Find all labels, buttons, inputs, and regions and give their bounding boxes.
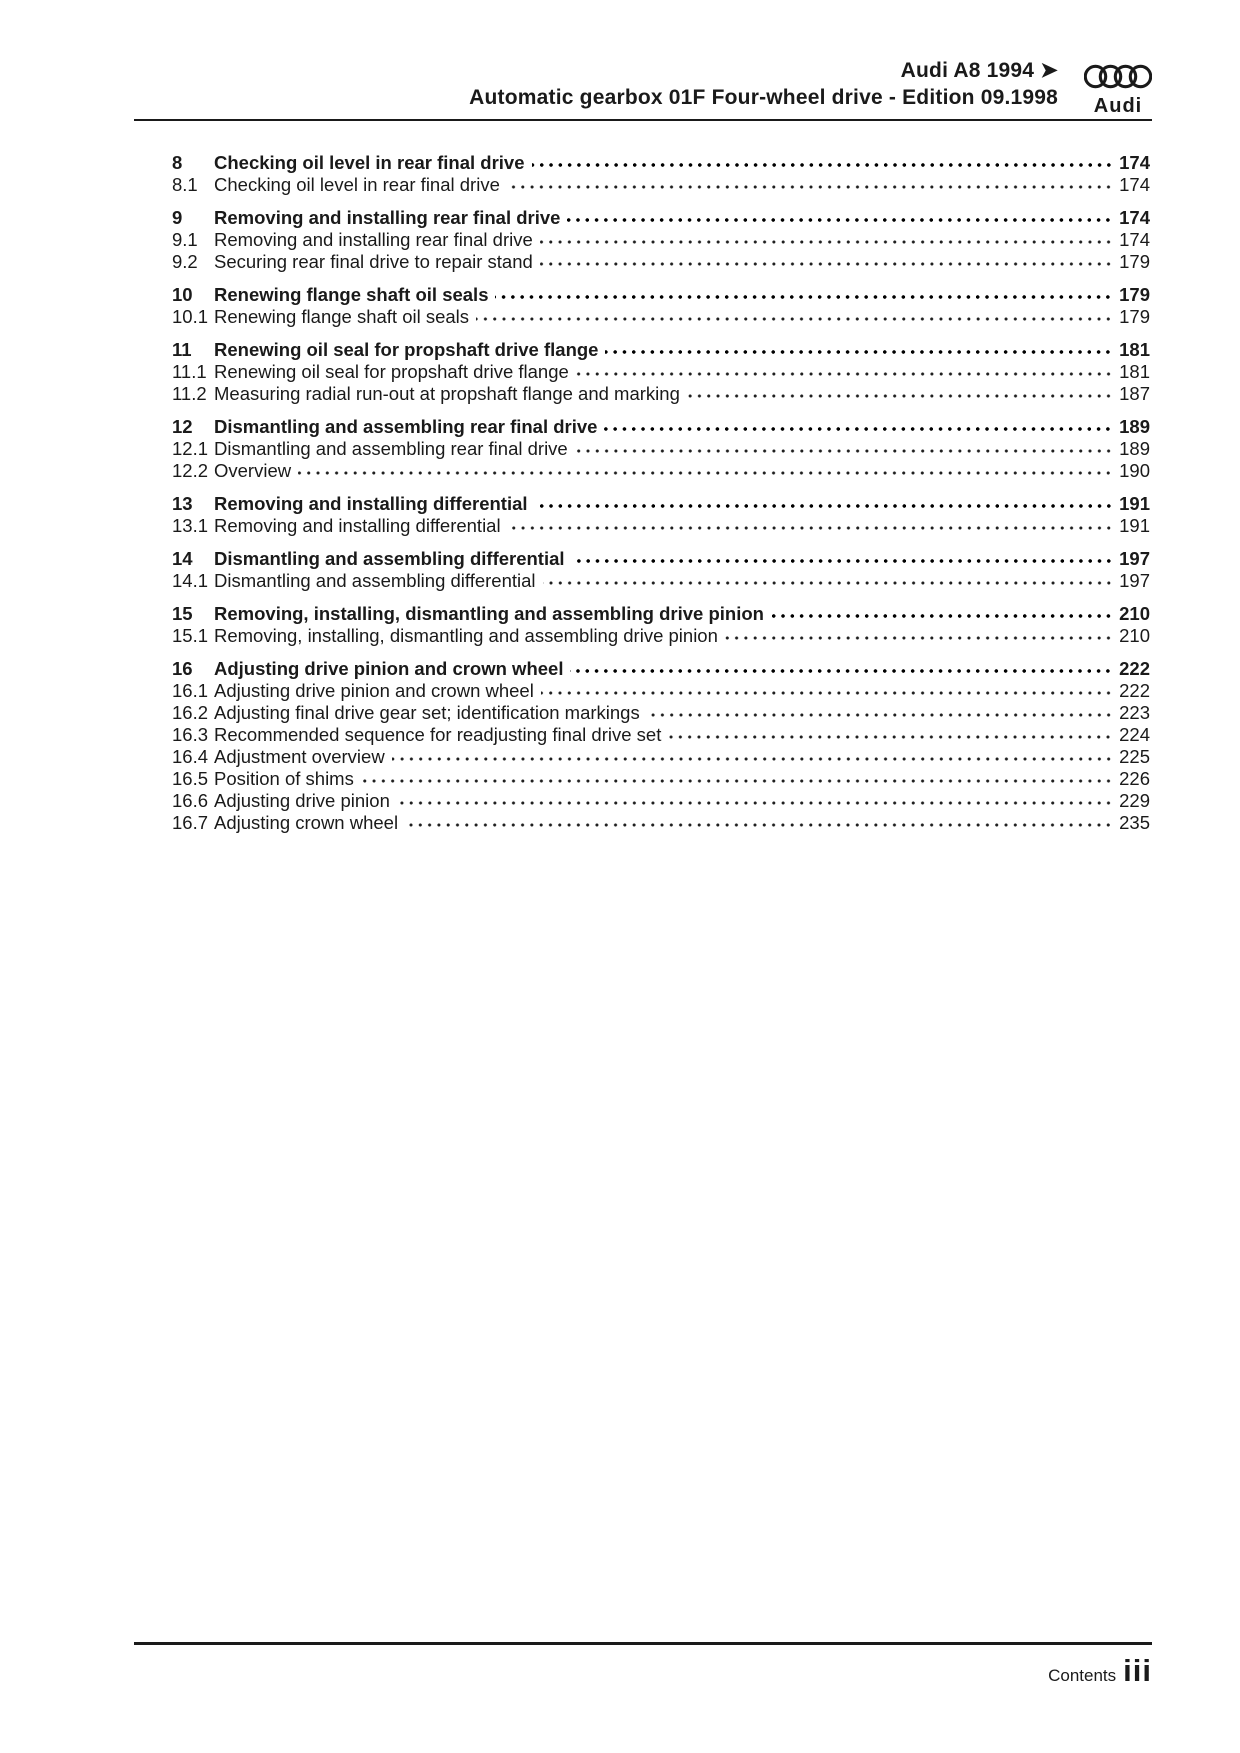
toc-entry-number: 16.3	[172, 724, 209, 745]
toc-entry-title: Renewing flange shaft oil seals	[214, 306, 470, 327]
audi-logo	[1084, 59, 1152, 117]
toc-entry	[172, 174, 1150, 196]
footer-page-number: iii	[1123, 1653, 1152, 1688]
toc-entry	[172, 383, 1150, 405]
toc-entry-title: Securing rear final drive to repair stand	[214, 251, 533, 272]
toc-entry-number: 8.1	[172, 174, 198, 195]
dot-leader	[771, 606, 1113, 620]
toc-entry-number: 16.2	[172, 702, 209, 723]
toc-entry-title: Adjusting crown wheel	[214, 812, 399, 833]
toc-entry-page: 189	[1119, 416, 1150, 437]
dot-leader	[567, 210, 1113, 224]
dot-leader	[576, 364, 1113, 378]
header-line-edition: Automatic gearbox 01F Four-wheel drive - Edition 09.1998	[469, 86, 1058, 109]
toc-entry	[172, 207, 1150, 229]
audi-wordmark: Audi	[1093, 95, 1143, 117]
toc-entry-number: 11.1	[172, 361, 207, 382]
toc-entry-page: 181	[1119, 339, 1150, 360]
toc-entry-number: 8	[172, 152, 183, 173]
dot-leader	[361, 771, 1113, 785]
toc-entry	[172, 438, 1150, 460]
toc-entry-number: 14	[172, 548, 193, 569]
toc-entry	[172, 702, 1150, 724]
toc-entry-number: 16.6	[172, 790, 209, 811]
toc-entry-title: Checking oil level in rear final drive	[214, 174, 500, 195]
toc-entry-number: 9.1	[172, 229, 198, 250]
dot-leader	[572, 551, 1113, 565]
toc-entry-title: Dismantling and assembling differential	[214, 548, 565, 569]
toc-entry-title: Recommended sequence for readjusting final drive set	[214, 724, 662, 745]
toc-entry-number: 12	[172, 416, 193, 437]
toc-entry-number: 11.2	[172, 383, 207, 404]
toc-entry-title: Renewing oil seal for propshaft drive flange	[214, 361, 569, 382]
toc-entry-number: 10.1	[172, 306, 209, 327]
toc-entry-title: Removing, installing, dismantling and assembling drive pinion	[214, 625, 718, 646]
toc-entry-page: 179	[1119, 251, 1150, 272]
toc-entry	[172, 416, 1150, 438]
toc-entry-page: 225	[1119, 746, 1150, 767]
toc-entry-number: 13.1	[172, 515, 209, 536]
dot-leader	[575, 441, 1113, 455]
header-title	[469, 57, 1058, 111]
toc-entry-page: 222	[1119, 680, 1150, 701]
toc-entry-page: 174	[1119, 207, 1150, 228]
dot-leader	[687, 386, 1113, 400]
toc-entry-title: Adjusting drive pinion and crown wheel	[214, 658, 564, 679]
toc-entry-number: 11	[172, 339, 192, 360]
toc-entry-page: 179	[1119, 306, 1150, 327]
toc-entry	[172, 548, 1150, 570]
toc-entry	[172, 812, 1150, 834]
toc-entry-title: Removing and installing differential	[214, 515, 501, 536]
toc-entry	[172, 284, 1150, 306]
toc-entry	[172, 570, 1150, 592]
toc-entry-page: 223	[1119, 702, 1150, 723]
dot-leader	[298, 463, 1113, 477]
dot-leader	[508, 518, 1113, 532]
toc-entry	[172, 229, 1150, 251]
toc	[172, 152, 1150, 834]
toc-entry	[172, 339, 1150, 361]
toc-entry-page: 197	[1119, 548, 1150, 569]
toc-entry-title: Adjusting final drive gear set; identification markings	[214, 702, 640, 723]
toc-entry-number: 14.1	[172, 570, 209, 591]
toc-entry	[172, 493, 1150, 515]
dot-leader	[668, 727, 1113, 741]
toc-entry-title: Dismantling and assembling rear final drive	[214, 416, 598, 437]
toc-entry-title: Overview	[214, 460, 292, 481]
toc-entry-number: 15.1	[172, 625, 209, 646]
toc-entry-title: Measuring radial run-out at propshaft flange and marking	[214, 383, 680, 404]
toc-entry-page: 210	[1119, 625, 1150, 646]
footer-divider	[134, 1642, 1152, 1645]
toc-entry	[172, 768, 1150, 790]
toc-entry-number: 13	[172, 493, 193, 514]
dot-leader	[397, 793, 1113, 807]
toc-entry-page: 174	[1119, 229, 1150, 250]
toc-entry	[172, 251, 1150, 273]
toc-entry-page: 224	[1119, 724, 1150, 745]
toc-entry-number: 16.5	[172, 768, 209, 789]
toc-entry-page: 222	[1119, 658, 1150, 679]
toc-entry-title: Renewing flange shaft oil seals	[214, 284, 489, 305]
toc-entry	[172, 603, 1150, 625]
toc-entry	[172, 515, 1150, 537]
dot-leader	[570, 661, 1113, 675]
toc-entry-page: 226	[1119, 768, 1150, 789]
toc-entry-page: 181	[1119, 361, 1150, 382]
toc-entry-number: 10	[172, 284, 193, 305]
toc-entry-page: 174	[1119, 174, 1150, 195]
toc-entry	[172, 680, 1150, 702]
dot-leader	[405, 815, 1113, 829]
audi-rings-icon	[1084, 59, 1152, 94]
header-divider	[134, 119, 1152, 121]
toc-entry	[172, 361, 1150, 383]
dot-leader	[604, 419, 1113, 433]
toc-entry-title: Renewing oil seal for propshaft drive flange	[214, 339, 599, 360]
toc-entry	[172, 152, 1150, 174]
toc-entry-title: Adjusting drive pinion and crown wheel	[214, 680, 534, 701]
toc-entry	[172, 460, 1150, 482]
toc-entry-number: 9.2	[172, 251, 198, 272]
toc-entry	[172, 658, 1150, 680]
toc-entry-page: 174	[1119, 152, 1150, 173]
toc-entry-number: 9	[172, 207, 183, 228]
dot-leader	[392, 749, 1113, 763]
toc-entry-page: 197	[1119, 570, 1150, 591]
toc-entry-number: 15	[172, 603, 193, 624]
toc-entry-page: 187	[1119, 383, 1150, 404]
toc-entry-title: Removing and installing rear final drive	[214, 207, 561, 228]
dot-leader	[476, 309, 1113, 323]
toc-entry	[172, 790, 1150, 812]
dot-leader	[540, 254, 1113, 268]
toc-entry-title: Dismantling and assembling rear final drive	[214, 438, 568, 459]
page-footer	[1048, 1653, 1152, 1688]
toc-entry-number: 12.2	[172, 460, 209, 481]
toc-entry-title: Adjustment overview	[214, 746, 385, 767]
toc-entry	[172, 724, 1150, 746]
toc-entry	[172, 746, 1150, 768]
dot-leader	[495, 287, 1113, 301]
toc-entry-page: 235	[1119, 812, 1150, 833]
toc-entry-page: 191	[1119, 515, 1150, 536]
toc-entry-title: Position of shims	[214, 768, 354, 789]
toc-entry-page: 210	[1119, 603, 1150, 624]
toc-entry-number: 16.4	[172, 746, 209, 767]
footer-section-label: Contents	[1048, 1666, 1117, 1685]
toc-entry-number: 16	[172, 658, 193, 679]
toc-entry-page: 190	[1119, 460, 1150, 481]
dot-leader	[543, 573, 1113, 587]
dot-leader	[540, 232, 1113, 246]
dot-leader	[647, 705, 1113, 719]
toc-entry-title: Dismantling and assembling differential	[214, 570, 536, 591]
toc-entry-title: Removing and installing differential	[214, 493, 528, 514]
dot-leader	[507, 177, 1113, 191]
toc-entry-title: Checking oil level in rear final drive	[214, 152, 525, 173]
toc-entry	[172, 306, 1150, 328]
toc-entry-number: 16.7	[172, 812, 209, 833]
dot-leader	[725, 628, 1113, 642]
toc-entry-number: 12.1	[172, 438, 209, 459]
dot-leader	[541, 683, 1113, 697]
toc-entry-number: 16.1	[172, 680, 209, 701]
toc-entry-page: 191	[1119, 493, 1150, 514]
header-line-model: Audi A8 1994 ➤	[900, 59, 1058, 82]
toc-entry-page: 189	[1119, 438, 1150, 459]
toc-entry-page: 179	[1119, 284, 1150, 305]
dot-leader	[605, 342, 1113, 356]
toc-entry-title: Adjusting drive pinion	[214, 790, 390, 811]
toc-entry-title: Removing and installing rear final drive	[214, 229, 533, 250]
toc-entry	[172, 625, 1150, 647]
page-header	[469, 57, 1152, 117]
toc-entry-title: Removing, installing, dismantling and assembling drive pinion	[214, 603, 764, 624]
dot-leader	[535, 496, 1113, 510]
dot-leader	[532, 155, 1114, 169]
toc-entry-page: 229	[1119, 790, 1150, 811]
